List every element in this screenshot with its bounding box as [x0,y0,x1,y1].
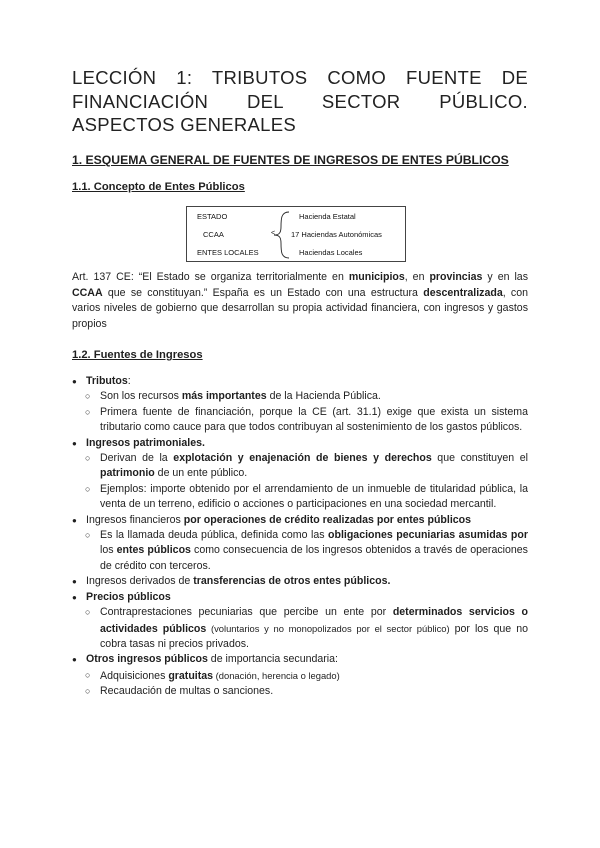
list-item-patrimoniales: ● Ingresos patrimoniales. [72,436,528,451]
list-subitem: ○ Derivan de la explotación y enajenación de bienes y derechos que constituyen el patrimonio de un ente público. [85,452,528,480]
diagram-label-entes-locales: ENTES LOCALES [197,248,259,257]
diagram-value-haciendas-locales: Haciendas Locales [299,248,363,257]
list-subitem: ○ Es la llamada deuda pública, definida como las obligaciones pecuniarias asumidas por los entes públicos como consecuencia de los ingresos obtenidos a través de operaciones de crédito con terceros. [85,529,528,572]
list-item-precios-publicos: ● Precios públicos [72,590,528,605]
diagram-arrow: < [271,230,276,237]
page-title: LECCIÓN 1: TRIBUTOS COMO FUENTE DE FINANCIACIÓN DEL SECTOR PÚBLICO. ASPECTOS GENERALES [72,67,528,135]
diagram-label-ccaa: CCAA [203,230,224,239]
list-subitem: ○ Recaudación de multas o sanciones. [85,685,274,698]
list-item-financieros: ● Ingresos financieros por operaciones de crédito realizadas por entes públicos [72,513,528,528]
list-subitem: ○ Ejemplos: importe obtenido por el arrendamiento de un inmueble de titularidad pública, la venta de un terreno, edificio o acciones o participaciones en una sociedad mercantil. [85,482,528,511]
diagram-label-estado: ESTADO [197,212,228,221]
list-subitem: ○ Adquisiciones gratuitas (donación, herencia o legado) [85,669,340,682]
ingresos-list [72,374,528,700]
list-subitem: ○ Primera fuente de financiación, porque la CE (art. 31.1) exige que exista un sistema tributario como cauce para que todos contribuyan al sostenimiento de los gastos públicos. [85,405,528,434]
list-subitem: ○ Son los recursos más importantes de la Hacienda Pública. [85,390,381,403]
section-heading-1-2: 1.2. Fuentes de Ingresos [72,349,203,361]
section-heading-1-1: 1.1. Concepto de Entes Públicos [72,181,245,193]
diagram-value-hacienda-estatal: Hacienda Estatal [299,212,356,221]
art-137-paragraph: Art. 137 CE: “El Estado se organiza territorialmente en municipios, en provincias y en las CCAA que se constituyan.” España es un Estado con una estructura descentralizada, con varios niveles de gobierno que desarrollan su propia actividad financiera, con ingresos y gastos propios [72,271,529,330]
list-subitem: ○ Contraprestaciones pecuniarias que percibe un ente por determinados servicios o actividades públicos (voluntarios y no monopolizados por el sector público) por los que no cobra tasas ni precios privados. [85,606,529,650]
diagram-value-haciendas-autonomicas: 17 Haciendas Autonómicas [291,230,382,239]
list-item-transferencias: ● Ingresos derivados de transferencias de otros entes públicos. [72,574,528,589]
list-item-tributos: ● Tributos: [72,374,528,389]
section-heading-1: 1. ESQUEMA GENERAL DE FUENTES DE INGRESOS DE ENTES PÚBLICOS [72,153,509,167]
list-item-otros-ingresos: ● Otros ingresos públicos de importancia secundaria: [72,652,528,667]
entes-publicos-diagram [186,206,406,262]
